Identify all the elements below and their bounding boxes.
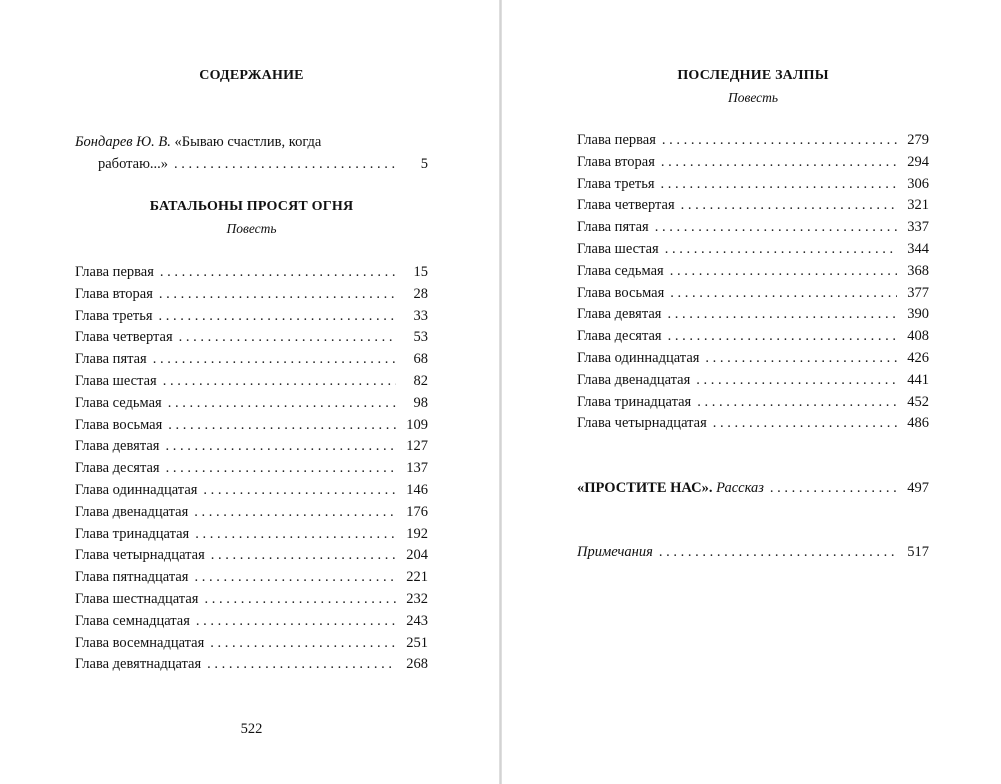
dot-leader	[670, 283, 897, 305]
toc-row[interactable]	[75, 545, 428, 567]
chapter-label: Глава двенадцатая	[577, 371, 691, 388]
chapter-label: Глава девятнадцатая	[75, 656, 202, 673]
dot-leader	[667, 304, 897, 326]
dot-leader	[196, 611, 396, 633]
toc-row[interactable]	[577, 392, 929, 414]
toc-row[interactable]	[577, 348, 929, 370]
chapter-page-number: 137	[406, 460, 428, 477]
dot-leader	[165, 436, 396, 458]
chapter-page-number: 486	[907, 415, 929, 432]
toc-row[interactable]	[577, 174, 929, 196]
toc-row[interactable]	[75, 371, 428, 393]
dot-leader	[168, 393, 396, 415]
dot-leader	[665, 239, 897, 261]
chapter-label: Глава одиннадцатая	[577, 349, 700, 366]
toc-row[interactable]	[75, 415, 428, 437]
dot-leader	[204, 589, 396, 611]
story-title: «ПРОСТИТЕ НАС».	[577, 480, 713, 496]
story-entry[interactable]	[577, 478, 929, 500]
chapter-page-number: 268	[406, 656, 428, 673]
chapter-label: Глава первая	[577, 132, 656, 148]
chapter-page-number: 251	[406, 634, 428, 651]
toc-row[interactable]	[75, 589, 428, 611]
toc-row[interactable]	[75, 262, 428, 284]
chapter-page-number: 15	[413, 264, 428, 280]
dot-leader	[166, 458, 396, 480]
toc-row[interactable]	[75, 611, 428, 633]
book-gutter	[499, 0, 502, 784]
toc-row[interactable]	[577, 217, 929, 239]
chapter-label: Глава тринадцатая	[577, 393, 692, 410]
chapter-page-number: 368	[907, 262, 929, 279]
chapter-page-number: 294	[907, 153, 929, 170]
dot-leader	[159, 306, 397, 328]
chapter-page-number: 82	[413, 372, 428, 389]
dot-leader	[195, 524, 396, 546]
dot-leader	[159, 284, 396, 306]
notes-entry[interactable]	[577, 542, 929, 564]
chapter-page-number: 377	[907, 284, 929, 301]
dot-leader	[168, 415, 396, 437]
left-page	[75, 0, 428, 784]
dot-leader	[697, 392, 897, 414]
toc-row[interactable]	[577, 195, 929, 217]
dot-leader	[661, 174, 898, 196]
chapter-page-number: 306	[907, 175, 929, 192]
dot-leader	[174, 153, 396, 175]
intro-entry-line2	[75, 153, 428, 175]
toc-row[interactable]	[577, 326, 929, 348]
chapter-page-number: 127	[406, 438, 428, 455]
notes-label: Примечания	[577, 544, 653, 560]
chapter-label: Глава четвертая	[75, 329, 173, 346]
chapter-page-number: 337	[907, 219, 929, 236]
chapter-page-number: 390	[907, 306, 929, 323]
story-genre: Рассказ	[716, 480, 764, 496]
chapter-page-number: 232	[406, 590, 428, 607]
dot-leader	[207, 654, 396, 676]
chapter-label: Глава вторая	[75, 285, 153, 302]
chapter-page-number: 28	[413, 285, 428, 302]
dot-leader	[713, 413, 897, 435]
chapter-label: Глава десятая	[577, 328, 662, 345]
toc-row[interactable]	[75, 480, 428, 502]
chapter-label: Глава восьмая	[75, 416, 163, 433]
chapter-label: Глава тринадцатая	[75, 525, 190, 542]
toc-row[interactable]	[75, 349, 428, 371]
chapter-page-number: 408	[907, 328, 929, 345]
story-label	[577, 478, 764, 500]
chapter-page-number: 452	[907, 393, 929, 410]
toc-row[interactable]	[75, 458, 428, 480]
section-title-left: БАТАЛЬОНЫ ПРОСЯТ ОГНЯ	[149, 199, 354, 214]
intro-author: Бондарев Ю. В.	[75, 134, 171, 150]
dot-leader	[659, 542, 897, 564]
chapter-label: Глава девятая	[75, 438, 160, 455]
dot-leader	[210, 633, 396, 655]
toc-row[interactable]	[75, 436, 428, 458]
contents-heading: СОДЕРЖАНИЕ	[199, 68, 304, 83]
chapter-label: Глава вторая	[577, 153, 655, 170]
toc-row[interactable]	[75, 327, 428, 349]
intro-entry-line1	[75, 131, 428, 153]
chapter-page-number: 321	[907, 197, 929, 214]
toc-row[interactable]	[577, 152, 929, 174]
section-subtitle-left: Повесть	[226, 221, 277, 236]
chapter-page-number: 192	[406, 525, 428, 542]
chapter-label: Глава пятая	[577, 219, 649, 236]
chapter-label: Глава шестая	[577, 240, 659, 257]
chapter-page-number: 176	[406, 503, 428, 520]
dot-leader	[681, 195, 897, 217]
dot-leader	[163, 371, 396, 393]
chapter-page-number: 344	[907, 240, 929, 257]
chapter-label: Глава четырнадцатая	[577, 415, 707, 432]
chapter-label: Глава семнадцатая	[75, 612, 190, 629]
section-subtitle-right: Повесть	[727, 90, 779, 105]
chapter-page-number: 221	[406, 569, 428, 586]
intro-page-number: 5	[420, 156, 428, 172]
dot-leader	[705, 348, 897, 370]
dot-leader	[194, 567, 396, 589]
dot-leader	[179, 327, 396, 349]
story-page-number: 497	[907, 480, 929, 496]
chapter-label: Глава третья	[577, 175, 655, 192]
chapter-label: Глава десятая	[75, 460, 160, 477]
dot-leader	[668, 326, 897, 348]
chapter-label: Глава четырнадцатая	[75, 547, 205, 564]
chapter-page-number: 279	[907, 132, 929, 148]
intro-title-line2: работаю...»	[98, 156, 169, 172]
toc-row[interactable]	[75, 654, 428, 676]
chapter-list-right	[577, 130, 929, 435]
chapter-label: Глава седьмая	[75, 394, 162, 411]
dot-leader	[770, 478, 897, 500]
dot-leader	[670, 261, 897, 283]
right-page	[577, 0, 929, 784]
dot-leader	[655, 217, 897, 239]
chapter-label: Глава четвертая	[577, 197, 675, 214]
dot-leader	[160, 262, 396, 284]
chapter-label: Глава первая	[75, 264, 154, 280]
intro-entry[interactable]	[75, 131, 428, 175]
toc-row[interactable]	[75, 393, 428, 415]
chapter-page-number: 441	[907, 371, 929, 388]
dot-leader	[153, 349, 396, 371]
notes-page-number: 517	[907, 544, 929, 560]
chapter-page-number: 426	[907, 349, 929, 366]
toc-row[interactable]	[577, 304, 929, 326]
chapter-label: Глава шестнадцатая	[75, 590, 199, 607]
dot-leader	[194, 502, 396, 524]
toc-row[interactable]	[577, 261, 929, 283]
chapter-label: Глава пятнадцатая	[75, 569, 189, 586]
dot-leader	[661, 152, 897, 174]
dot-leader	[211, 545, 396, 567]
toc-row[interactable]	[75, 567, 428, 589]
chapter-label: Глава одиннадцатая	[75, 481, 198, 498]
dot-leader	[662, 130, 897, 152]
dot-leader	[203, 480, 396, 502]
chapter-label: Глава восемнадцатая	[75, 634, 205, 651]
dot-leader	[696, 370, 897, 392]
section-title-right: ПОСЛЕДНИЕ ЗАЛПЫ	[677, 68, 829, 83]
chapter-page-number: 146	[406, 481, 428, 498]
chapter-page-number: 53	[413, 329, 428, 346]
chapter-page-number: 33	[413, 307, 428, 324]
page-number: 522	[240, 721, 263, 737]
toc-row[interactable]	[75, 306, 428, 328]
chapter-label: Глава седьмая	[577, 262, 664, 279]
chapter-page-number: 68	[413, 351, 428, 368]
chapter-list-left	[75, 262, 428, 676]
chapter-label: Глава двенадцатая	[75, 503, 189, 520]
chapter-label: Глава девятая	[577, 306, 662, 323]
toc-row[interactable]	[577, 130, 929, 152]
chapter-label: Глава пятая	[75, 351, 147, 368]
chapter-page-number: 109	[406, 416, 428, 433]
toc-row[interactable]	[577, 239, 929, 261]
toc-row[interactable]	[75, 524, 428, 546]
chapter-page-number: 204	[406, 547, 428, 564]
toc-row[interactable]	[577, 283, 929, 305]
toc-row[interactable]	[577, 370, 929, 392]
chapter-page-number: 98	[413, 394, 428, 411]
chapter-label: Глава восьмая	[577, 284, 665, 301]
intro-title-line1: «Бываю счастлив, когда	[174, 134, 322, 150]
chapter-label: Глава третья	[75, 307, 153, 324]
toc-row[interactable]	[75, 633, 428, 655]
toc-row[interactable]	[577, 413, 929, 435]
chapter-label: Глава шестая	[75, 372, 157, 389]
toc-row[interactable]	[75, 502, 428, 524]
chapter-page-number: 243	[406, 612, 428, 629]
toc-row[interactable]	[75, 284, 428, 306]
